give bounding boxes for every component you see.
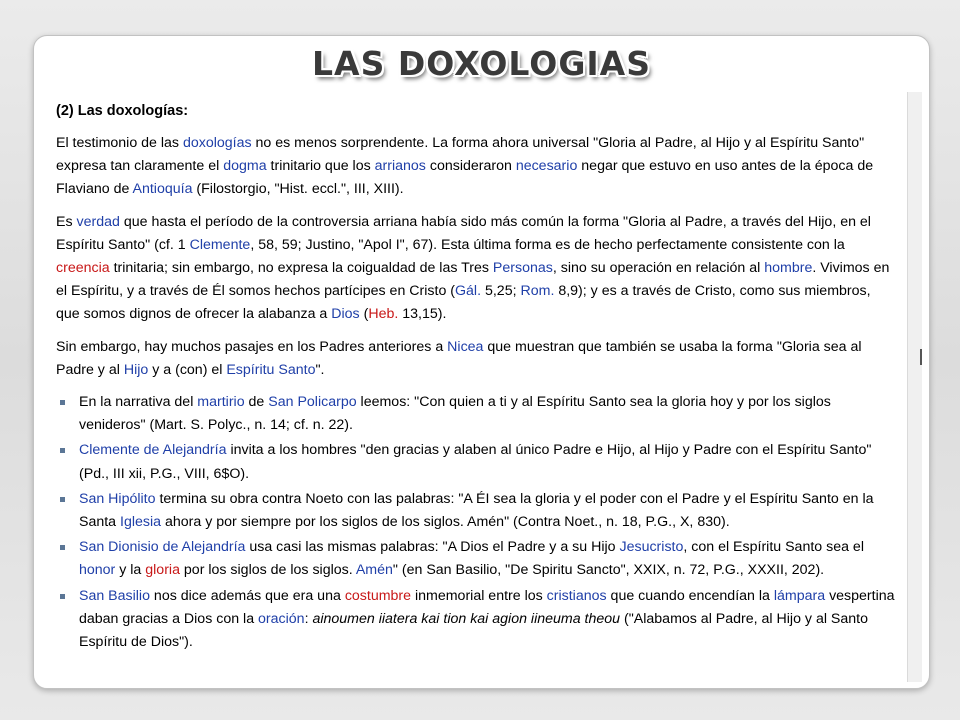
link-hebreos[interactable]: Heb. [368,306,399,323]
text: y a (con) el [148,361,227,378]
link-doxologias[interactable]: doxologías [182,135,252,151]
text: , con el Espíritu Santo sea el [683,539,864,556]
list-item [56,536,896,582]
text: ( [359,306,369,323]
text: trinitaria; sin embargo, no expresa la coigualdad de las Tres [109,260,493,277]
link-personas[interactable]: Personas [492,260,553,277]
link-san-policarpo[interactable]: San Policarpo [268,394,357,411]
link-galatas[interactable]: Gál. [455,283,482,300]
link-jesucristo[interactable]: Jesucristo [619,539,684,556]
text: ". [315,361,325,378]
text: 5,25; [481,283,521,300]
document-frame [38,92,922,682]
text: que cuando encendían la [606,587,774,604]
list-item [56,391,896,437]
link-lampara[interactable]: lámpara [773,587,826,604]
link-hijo[interactable]: Hijo [123,361,149,378]
text: no es menos sorprendente. La forma ahora universal "Gloria al Padre, al Hijo y al Espíritu Santo" expresa tan claramente el [56,135,865,175]
text: leemos: "Con quien a ti y al Espíritu Santo sea la gloria hoy y por los siglos venideros" (Mart. S. Polyc., n. 14; cf. n. 22). [79,394,831,434]
list-item [56,439,896,485]
list-item [56,585,896,655]
list-item [56,488,896,534]
text: 13,15). [398,306,447,323]
link-creencia[interactable]: creencia [56,260,110,277]
text: invita a los hombres "den gracias y alaben al único Padre e Hijo, al Hijo y Padre con el Espíritu Santo" (Pd., III xii, P.G., VIII, 6$O). [79,442,872,482]
slide-title: LAS DOXOLOGIAS [312,44,651,83]
link-amen[interactable]: Amén [355,562,393,579]
text: vespertina daban gracias a Dios con la [79,587,895,627]
paragraph-nicea [56,336,896,382]
link-necesario[interactable]: necesario [515,158,578,175]
text: consideraron [425,158,516,175]
text: que muestran que también se usaba la forma "Gloria sea al Padre y al [56,338,862,378]
link-gloria[interactable]: gloria [145,562,180,579]
text: por los siglos de los siglos. [179,562,356,579]
link-cristianos[interactable]: cristianos [546,587,607,604]
link-nicea[interactable]: Nicea [447,338,484,355]
text: El testimonio de las [56,135,183,151]
examples-list [56,391,896,654]
text: usa casi las mismas palabras: "A Dios el Padre y a su Hijo [245,539,620,556]
link-romanos[interactable]: Rom. [520,283,555,300]
vertical-scrollbar[interactable] [907,92,922,682]
scrollbar-marker [920,349,922,365]
text: . Vivimos en el Espíritu, y a través de Él somos hechos partícipes en Cristo ( [56,260,890,300]
slide-panel [33,35,930,689]
article-content [56,100,896,656]
square-bullet-icon [60,400,65,405]
text: negar que estuvo en uso antes de la época de Flaviano de [56,158,874,198]
link-clemente[interactable]: Clemente [189,236,251,253]
link-arrianos[interactable]: arrianos [374,158,426,175]
text: ("Alabamos al Padre, al Hijo y al Santo Espíritu de Dios"). [79,610,868,651]
link-san-basilio[interactable]: San Basilio [79,587,150,604]
section-heading: (2) Las doxologías: [56,103,189,119]
text: ahora y por siempre por los siglos de los siglos. Amén" (Contra Noet., n. 18, P.G., X, 830). [161,514,730,531]
text: trinitario que los [266,158,375,175]
text: Sin embargo, hay muchos pasajes en los Padres anteriores a [56,338,448,355]
link-dios[interactable]: Dios [331,306,360,323]
link-dogma[interactable]: dogma [223,158,267,175]
square-bullet-icon [60,545,65,550]
text: 8,9); y es a través de Cristo, como sus miembros, que somos dignos de ofrecer la alabanza a [56,283,871,323]
link-san-dionisio[interactable]: San Dionisio de Alejandría [79,539,246,556]
square-bullet-icon [60,594,65,599]
text: , sino su operación en relación al [552,260,765,277]
square-bullet-icon [60,497,65,502]
greek-doxology-text: ainoumen iiatera kai tion kai agion iineuma theou [312,610,621,627]
text: que hasta el período de la controversia arriana había sido más común la forma "Gloria al Padre, a través del Hijo, en el Espíritu Santo" (cf. 1 [56,213,871,253]
text: de [244,394,269,411]
link-san-hipolito[interactable]: San Hipólito [79,490,156,507]
link-clemente-alejandria[interactable]: Clemente de Alejandría [79,442,227,459]
link-verdad[interactable]: verdad [76,213,120,230]
text: inmemorial entre los [411,587,547,604]
link-martirio[interactable]: martirio [197,394,245,411]
text: En la narrativa del [79,394,198,411]
text: Es [56,213,77,230]
square-bullet-icon [60,448,65,453]
paragraph-verdad [56,211,896,327]
text: termina su obra contra Noeto con las palabras: "A ÉI sea la gloria y el poder con el Padre y el Espíritu Santo en la Santa [79,490,874,531]
text: y la [115,562,146,579]
link-espiritu-santo[interactable]: Espíritu Santo [226,361,316,378]
link-antioquia[interactable]: Antioquía [132,181,193,198]
link-honor[interactable]: honor [79,562,116,579]
link-costumbre[interactable]: costumbre [344,587,412,604]
text: : [304,610,313,627]
paragraph-testimonio [56,132,896,202]
text: nos dice además que era una [149,587,345,604]
link-oracion[interactable]: oración [258,610,305,627]
text: , 58, 59; Justino, "Apol I", 67). Esta última forma es de hecho perfectamente consistente con la [250,236,845,253]
text: (Filostorgio, "Hist. eccl.", III, XIII). [192,181,404,198]
link-iglesia[interactable]: Iglesia [120,514,162,531]
link-hombre[interactable]: hombre [764,260,813,277]
text: " (en San Basilio, "De Spiritu Sancto", XXIX, n. 72, P.G., XXXII, 202). [392,562,825,579]
